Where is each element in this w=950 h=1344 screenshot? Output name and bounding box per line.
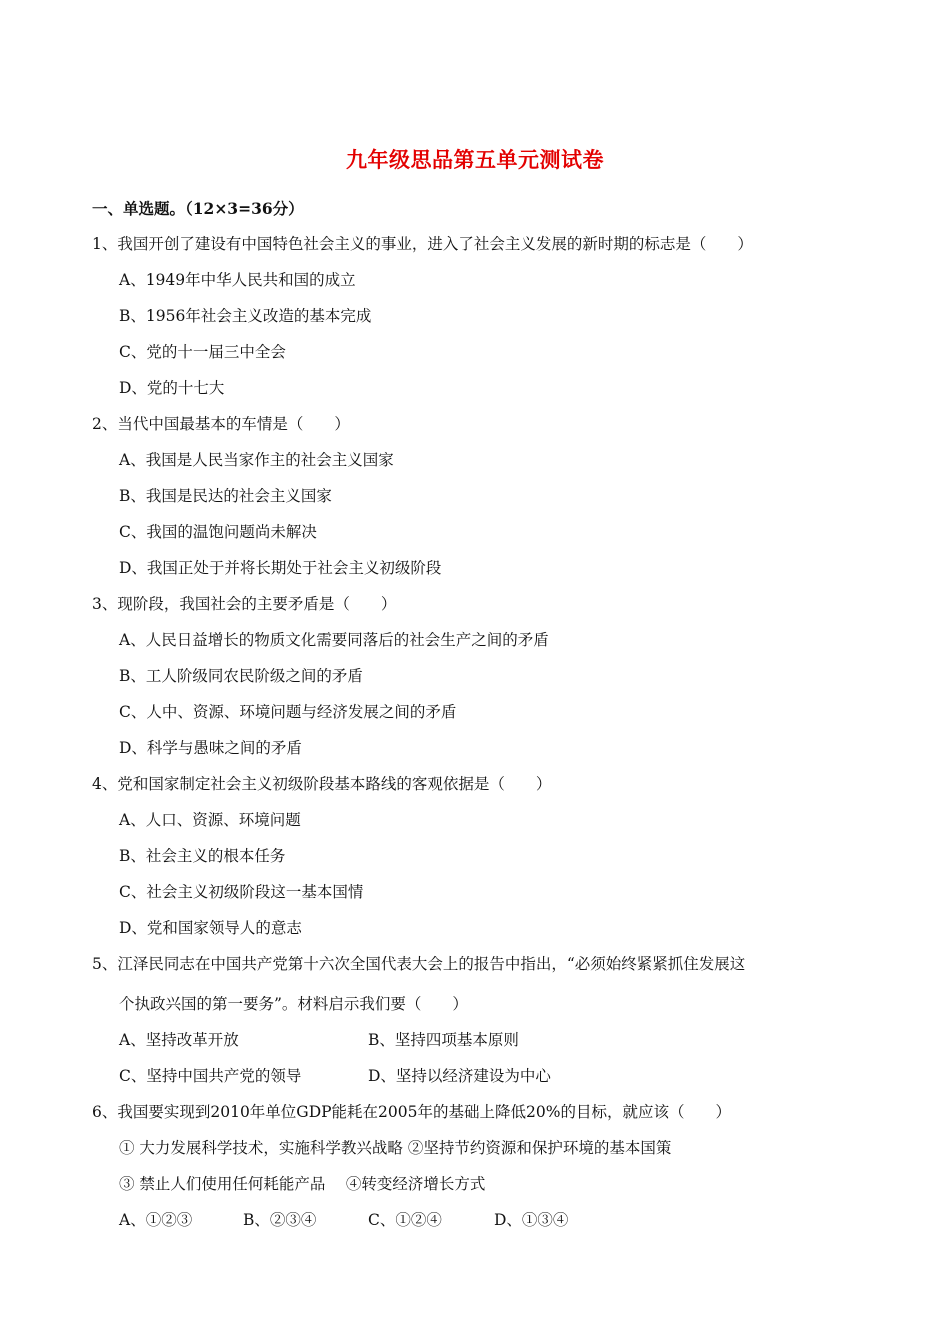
question-4-option-a: A、人口、资源、环境问题 [119, 811, 301, 829]
question-6-item-line-2: ③ 禁止人们使用任何耗能产品 ④转变经济增长方式 [119, 1175, 486, 1193]
question-5-stem-continued: 个执政兴国的第一要务”。材料启示我们要（ ） [119, 995, 468, 1013]
question-2-stem: 2、当代中国最基本的车情是（ ） [92, 415, 350, 433]
question-5-option-a: A、坚持改革开放 [119, 1031, 239, 1049]
question-3-option-b: B、工人阶级同农民阶级之间的矛盾 [119, 667, 363, 685]
question-6-item-line-1: ① 大力发展科学技术，实施科学教兴战略 ②坚持节约资源和保护环境的基本国策 [119, 1139, 672, 1157]
question-4-option-c: C、社会主义初级阶段这一基本国情 [119, 883, 364, 901]
question-2-option-c: C、我国的温饱问题尚未解决 [119, 523, 317, 541]
question-1-stem: 1、我国开创了建设有中国特色社会主义的事业，进入了社会主义发展的新时期的标志是（ ） [92, 235, 753, 253]
question-1-option-d: D、党的十七大 [119, 379, 225, 397]
question-6-option-d: D、①③④ [494, 1211, 569, 1229]
question-3-option-a: A、人民日益增长的物质文化需要同落后的社会生产之间的矛盾 [119, 631, 549, 649]
question-6-option-c: C、①②④ [368, 1211, 442, 1229]
page-title: 九年级思品第五单元测试卷 [346, 147, 604, 172]
question-5-option-c: C、坚持中国共产党的领导 [119, 1067, 302, 1085]
question-6-option-b: B、②③④ [243, 1211, 317, 1229]
question-1-option-b: B、1956年社会主义改造的基本完成 [119, 307, 372, 325]
section-heading: 一、单选题。（12×3=36分） [92, 199, 304, 218]
question-2-option-d: D、我国正处于并将长期处于社会主义初级阶段 [119, 559, 442, 577]
question-4-option-d: D、党和国家领导人的意志 [119, 919, 302, 937]
question-3-option-c: C、人中、资源、环境问题与经济发展之间的矛盾 [119, 703, 457, 721]
question-5-option-b: B、坚持四项基本原则 [368, 1031, 519, 1049]
question-2-option-b: B、我国是民达的社会主义国家 [119, 487, 332, 505]
question-1-option-c: C、党的十一届三中全会 [119, 343, 286, 361]
question-6-stem: 6、我国要实现到2010年单位GDP能耗在2005年的基础上降低20%的目标，就应该（ ） [92, 1103, 731, 1121]
question-3-stem: 3、现阶段，我国社会的主要矛盾是（ ） [92, 595, 397, 613]
question-1-option-a: A、1949年中华人民共和国的成立 [119, 271, 356, 289]
question-3-option-d: D、科学与愚味之间的矛盾 [119, 739, 302, 757]
question-6-option-a: A、①②③ [119, 1211, 193, 1229]
question-5-stem: 5、江泽民同志在中国共产党第十六次全国代表大会上的报告中指出，“必须始终紧紧抓住发展这 [92, 955, 746, 973]
question-2-option-a: A、我国是人民当家作主的社会主义国家 [119, 451, 394, 469]
question-4-option-b: B、社会主义的根本任务 [119, 847, 286, 865]
question-5-option-d: D、坚持以经济建设为中心 [368, 1067, 551, 1085]
question-4-stem: 4、党和国家制定社会主义初级阶段基本路线的客观依据是（ ） [92, 775, 552, 793]
